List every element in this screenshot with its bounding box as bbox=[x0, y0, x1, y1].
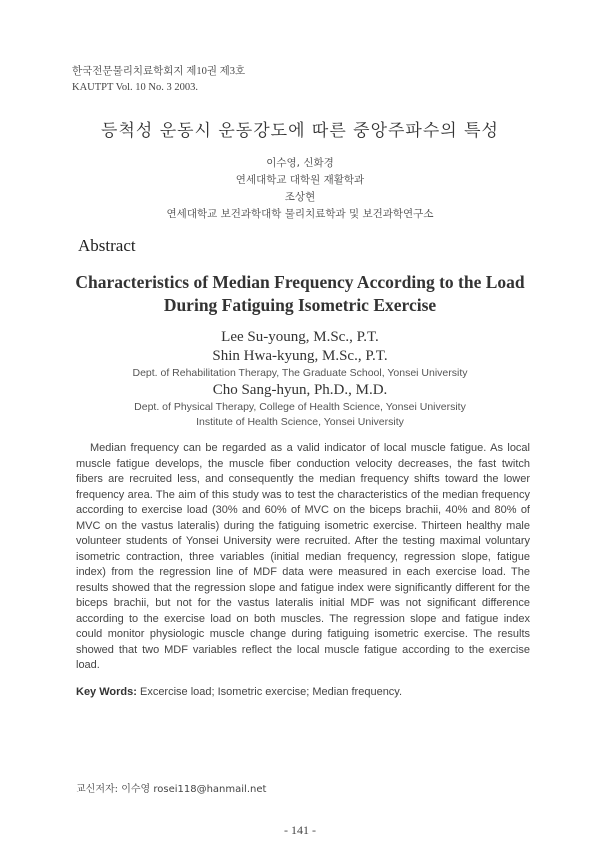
korean-author-2: 조상현 bbox=[284, 191, 316, 203]
affiliation-rehabilitation: Dept. of Rehabilitation Therapy, The Graduate School, Yonsei University bbox=[132, 367, 468, 379]
english-title-line-2: During Fatiguing Isometric Exercise bbox=[163, 295, 437, 315]
journal-volume-info: KAUTPT Vol. 10 No. 3 2003. bbox=[72, 82, 199, 93]
korean-authors: 이수영, 신화경 bbox=[266, 157, 334, 169]
english-author-block bbox=[0, 328, 600, 430]
korean-author-block bbox=[0, 155, 600, 223]
keywords bbox=[76, 686, 402, 698]
keywords-label: Key Words: bbox=[76, 686, 137, 698]
korean-affiliation-2: 연세대학교 보건과학대학 물리치료학과 및 보건과학연구소 bbox=[166, 208, 434, 220]
author-shin: Shin Hwa-kyung, M.Sc., P.T. bbox=[212, 348, 388, 364]
affiliation-physical-therapy: Dept. of Physical Therapy, College of Health Science, Yonsei University bbox=[134, 401, 466, 413]
journal-header bbox=[72, 64, 245, 96]
correspondence-author: 교신저자: 이수영 rosei118@hanmail.net bbox=[76, 784, 267, 795]
journal-name-korean: 한국전문물리치료학회지 제10권 제3호 bbox=[72, 66, 246, 77]
korean-affiliation-1: 연세대학교 대학원 재활학과 bbox=[235, 174, 365, 186]
author-cho: Cho Sang-hyun, Ph.D., M.D. bbox=[212, 382, 388, 398]
abstract-heading: Abstract bbox=[78, 236, 136, 255]
abstract-body: Median frequency can be regarded as a valid indicator of local muscle fatigue. As local muscle fatigue develops, the muscle fiber conduction velocity decreases, the fast twitch fibers are recruited less, and consequently the median frequency shifts toward the lower frequency area. The aim of this study was to test the characteristics of the median frequency according to exercise load (30% and 60% of MVC on the biceps brachii, 40% and 80% of MVC on the vastus lateralis) during the fatiguing isometric exercise. Thirteen healthy male volunteer students of Yonsei University were recruited. After the testing maximal voluntary isometric contraction, three variables (initial median frequency, regression slope, fatigue index) from the regression line of MDF data were measured in each exercise load. The results showed that the regression slope and fatigue index were significantly different for the biceps brachii, but not for the vastus lateralis initial MDF was not significant difference according to the exercise load on both muscles. The regression slope and fatigue index could monitor physiologic muscle change during fatiguing isometric exercise. The results showed that two MDF variables reflect the local muscle fatigue according to the exercise load. bbox=[76, 442, 530, 671]
english-title bbox=[0, 271, 600, 317]
keywords-text: Excercise load; Isometric exercise; Median frequency. bbox=[136, 686, 403, 698]
english-title-line-1: Characteristics of Median Frequency According to the Load bbox=[75, 272, 525, 292]
page-number: - 141 - bbox=[284, 823, 316, 837]
author-lee: Lee Su-young, M.Sc., P.T. bbox=[221, 329, 379, 345]
korean-title: 등척성 운동시 운동강도에 따른 중앙주파수의 특성 bbox=[101, 121, 499, 141]
affiliation-health-science: Institute of Health Science, Yonsei University bbox=[196, 416, 404, 428]
